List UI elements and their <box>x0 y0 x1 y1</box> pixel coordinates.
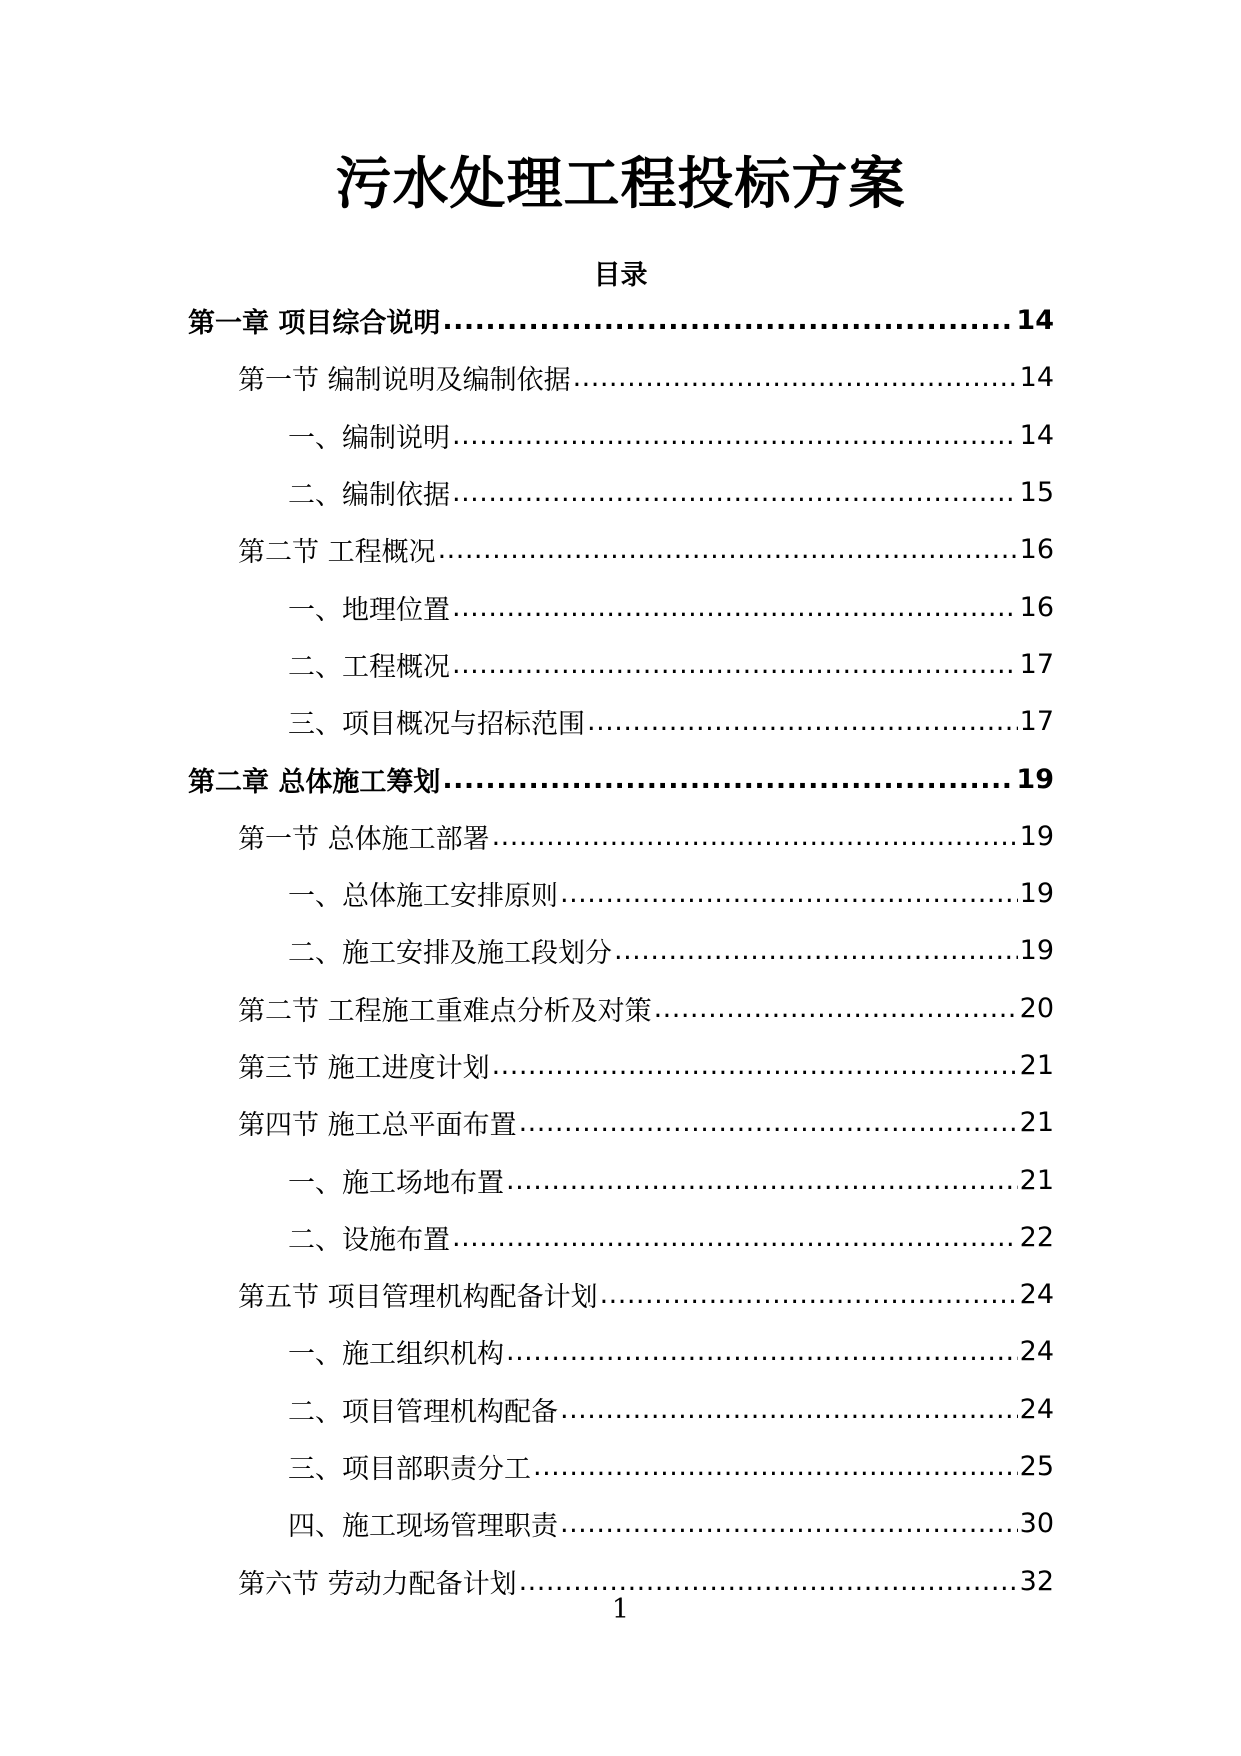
toc-entry-label: 二、设施布置 <box>288 1224 450 1256</box>
toc-entry-label: 三、项目部职责分工 <box>288 1454 531 1486</box>
toc-entry[interactable] <box>0 1381 1241 1438</box>
page-number: 1 <box>611 1594 630 1625</box>
toc-dot-leader <box>442 305 1014 336</box>
toc-entry-page: 21 <box>1019 1050 1054 1081</box>
toc-entry[interactable] <box>0 865 1241 922</box>
toc-entry-label: 第三节 施工进度计划 <box>238 1053 490 1084</box>
table-of-contents <box>0 292 1241 1610</box>
toc-dot-leader <box>492 1050 1018 1081</box>
toc-entry-label: 四、施工现场管理职责 <box>288 1511 558 1543</box>
toc-dot-leader <box>600 1279 1018 1310</box>
toc-dot-leader <box>452 420 1018 451</box>
toc-entry[interactable] <box>0 407 1241 464</box>
toc-entry[interactable] <box>0 636 1241 693</box>
toc-entry-page: 24 <box>1019 1279 1054 1311</box>
toc-entry[interactable] <box>0 1151 1241 1208</box>
toc-dot-leader <box>560 878 1018 909</box>
toc-entry-label: 一、地理位置 <box>288 594 450 626</box>
toc-entry-label: 第二章 总体施工筹划 <box>188 766 441 798</box>
toc-dot-leader <box>587 706 1018 737</box>
toc-entry-page: 21 <box>1019 1164 1054 1196</box>
toc-entry-page: 17 <box>1019 648 1054 680</box>
toc-entry-label: 第五节 项目管理机构配备计划 <box>238 1282 598 1314</box>
toc-entry[interactable] <box>0 578 1241 635</box>
toc-entry[interactable] <box>0 808 1241 865</box>
toc-dot-leader <box>438 534 1018 565</box>
toc-entry-page: 22 <box>1019 1221 1054 1253</box>
toc-entry[interactable] <box>0 1037 1241 1094</box>
toc-entry-page: 14 <box>1016 305 1054 337</box>
toc-dot-leader <box>560 1394 1018 1425</box>
toc-entry-label: 第六节 劳动力配备计划 <box>238 1568 517 1600</box>
toc-entry[interactable] <box>0 750 1241 807</box>
toc-entry-label: 一、编制说明 <box>288 422 450 454</box>
toc-entry-page: 19 <box>1019 820 1054 852</box>
toc-dot-leader <box>442 764 1014 795</box>
toc-entry-page: 14 <box>1019 362 1054 394</box>
toc-entry-page: 19 <box>1016 763 1054 795</box>
toc-entry-page: 21 <box>1019 1107 1054 1139</box>
toc-entry-page: 25 <box>1019 1451 1054 1483</box>
toc-entry[interactable] <box>0 464 1241 521</box>
toc-entry-page: 19 <box>1019 935 1054 967</box>
toc-entry-label: 第一节 总体施工部署 <box>238 823 490 855</box>
toc-entry[interactable] <box>0 292 1241 349</box>
toc-entry[interactable] <box>0 922 1241 979</box>
toc-entry-label: 第一节 编制说明及编制依据 <box>238 365 571 397</box>
toc-entry-label: 三、项目概况与招标范围 <box>288 709 585 741</box>
toc-entry[interactable] <box>0 1323 1241 1380</box>
toc-dot-leader <box>452 477 1018 508</box>
toc-dot-leader <box>506 1165 1018 1196</box>
toc-entry-page: 20 <box>1019 992 1054 1024</box>
toc-entry-label: 第二节 工程施工重难点分析及对策 <box>238 995 652 1027</box>
toc-dot-leader <box>560 1508 1018 1539</box>
toc-entry-page: 16 <box>1019 591 1054 623</box>
toc-entry-page: 17 <box>1019 706 1054 738</box>
toc-entry-page: 16 <box>1019 534 1054 566</box>
toc-entry[interactable] <box>0 980 1241 1037</box>
toc-dot-leader <box>492 821 1018 852</box>
toc-entry-page: 32 <box>1019 1565 1054 1597</box>
toc-entry[interactable] <box>0 1266 1241 1323</box>
toc-entry[interactable] <box>0 693 1241 750</box>
toc-dot-leader <box>654 993 1018 1024</box>
toc-dot-leader <box>519 1107 1018 1138</box>
toc-entry-label: 第四节 施工总平面布置 <box>238 1110 517 1142</box>
toc-entry-label: 一、施工场地布置 <box>288 1167 504 1199</box>
toc-entry-label: 二、施工安排及施工段划分 <box>288 938 612 970</box>
toc-entry-page: 14 <box>1019 419 1054 451</box>
toc-entry-page: 30 <box>1019 1508 1054 1540</box>
toc-entry[interactable] <box>0 1495 1241 1552</box>
toc-entry[interactable] <box>0 521 1241 578</box>
toc-entry[interactable] <box>0 1209 1241 1266</box>
toc-entry-page: 24 <box>1019 1393 1054 1425</box>
toc-entry-label: 一、施工组织机构 <box>288 1339 504 1371</box>
toc-heading: 目录 <box>593 260 648 291</box>
toc-entry[interactable] <box>0 1438 1241 1495</box>
toc-entry-label: 二、工程概况 <box>288 651 450 683</box>
toc-entry-label: 一、总体施工安排原则 <box>288 881 558 913</box>
toc-dot-leader <box>452 592 1018 623</box>
toc-entry-page: 19 <box>1019 878 1054 910</box>
toc-dot-leader <box>614 935 1018 966</box>
toc-entry[interactable] <box>0 1094 1241 1151</box>
toc-entry-page: 15 <box>1019 477 1054 509</box>
toc-dot-leader <box>452 1222 1018 1253</box>
toc-entry-page: 24 <box>1019 1336 1054 1368</box>
toc-entry-label: 二、编制依据 <box>288 480 450 512</box>
toc-dot-leader <box>573 362 1018 393</box>
document-title: 污水处理工程投标方案 <box>335 152 906 217</box>
toc-dot-leader <box>506 1336 1018 1367</box>
toc-entry-label: 二、项目管理机构配备 <box>288 1396 558 1428</box>
toc-dot-leader <box>533 1451 1018 1482</box>
toc-entry-label: 第二节 工程概况 <box>238 537 436 569</box>
toc-entry-label: 第一章 项目综合说明 <box>188 308 441 340</box>
toc-entry[interactable] <box>0 349 1241 406</box>
toc-dot-leader <box>452 649 1018 680</box>
